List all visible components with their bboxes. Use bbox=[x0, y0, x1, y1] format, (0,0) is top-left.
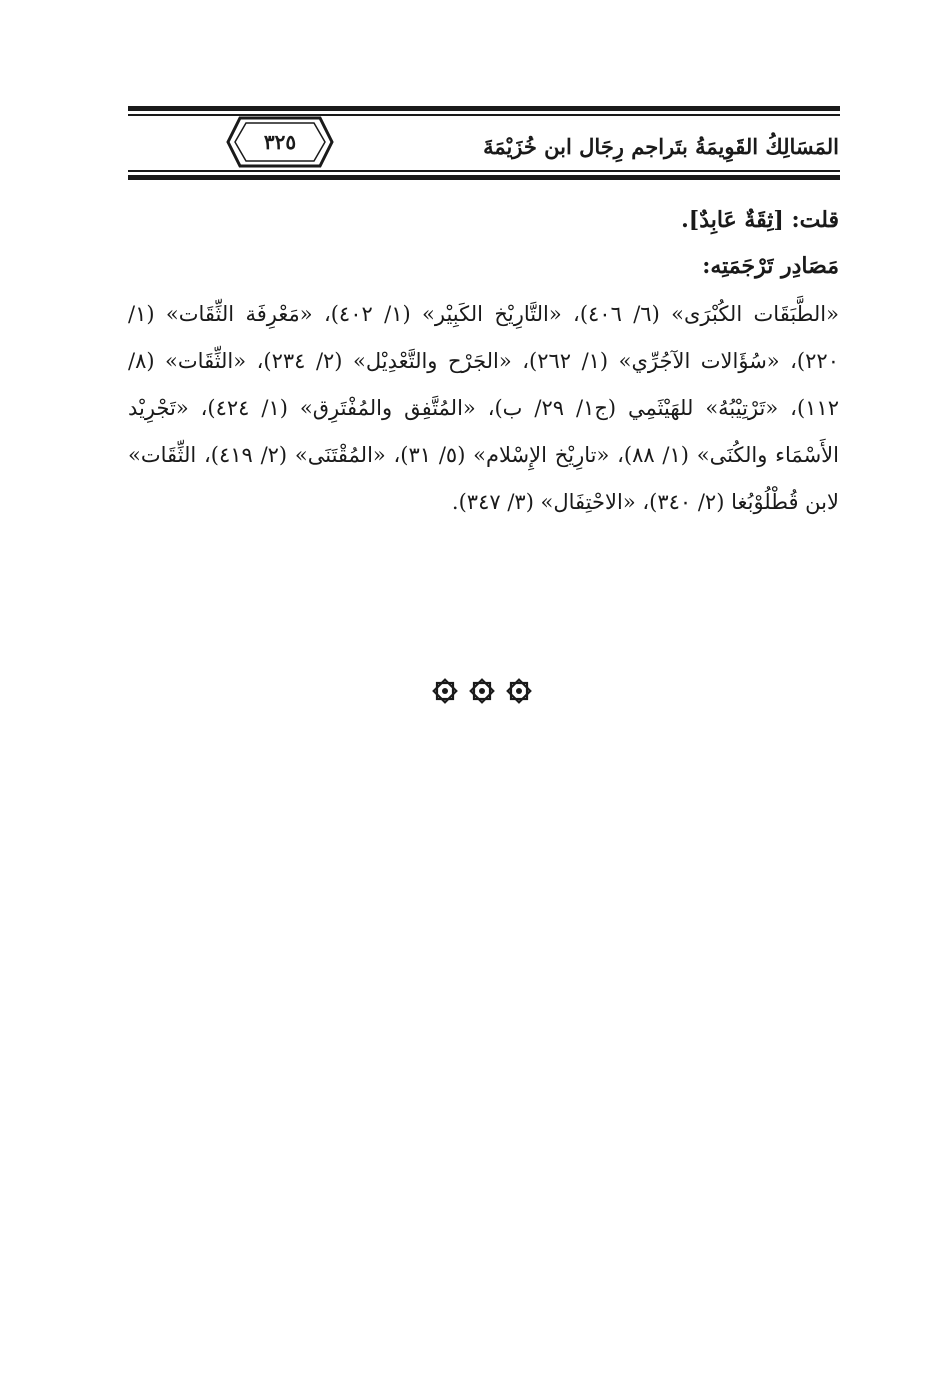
sources-heading: مَصَادِر تَرْجَمَتِه: bbox=[702, 253, 839, 279]
page-number: ٣٢٥ bbox=[263, 130, 297, 154]
star-ornament-icon bbox=[469, 678, 495, 704]
sources-paragraph: «الطَّبَقَات الكُبْرَى» (٦/ ٤٠٦)، «التَّارِيْخ الكَبِيْر» (١/ ٤٠٢)، «مَعْرِفَة الثِّقَات» (١/ ٢٢٠)، «سُؤَالات الآجُرِّي» (١/ ٢٦٢)، «الجَرْح والتَّعْدِيْل» (٢/ ٢٣٤)، «الثِّقَات» (٨/ ١١٢)، «تَرْتِيْبُهُ» للهَيْثَمِي (ج١/ ٢٩/ ب)، «المُتَّفِق والمُفْتَرِق» (١/ ٤٢٤)، «تَجْرِيْد الأَسْمَاء والكُنَى» (١/ ٨٨)، «تارِيْخ الإِسْلام» (٥/ ٣١)، «المُقْتَنَى» (٢/ ٤١٩)، الثِّقَات» لابن قُطْلُوْبُغا (٢/ ٣٤٠)، «الاحْتِفَال» (٣/ ٣٤٧). bbox=[128, 302, 839, 514]
narrator-verdict: قلت: [ثِقَةٌ عَابِدٌ]. bbox=[681, 207, 839, 233]
header-bottom-rule-thick bbox=[128, 175, 840, 180]
header-top-rule-thick bbox=[128, 106, 840, 111]
section-separator bbox=[432, 676, 532, 706]
running-header-title: المَسَالِكُ القَوِيمَةُ بتَراجم رِجَال ابن خُزَيْمَةَ bbox=[483, 134, 839, 159]
star-ornament-icon bbox=[432, 678, 458, 704]
header-bottom-rule-thin bbox=[128, 170, 840, 172]
star-ornament-icon bbox=[506, 678, 532, 704]
page-body bbox=[128, 200, 839, 526]
page-number-badge bbox=[226, 116, 334, 168]
